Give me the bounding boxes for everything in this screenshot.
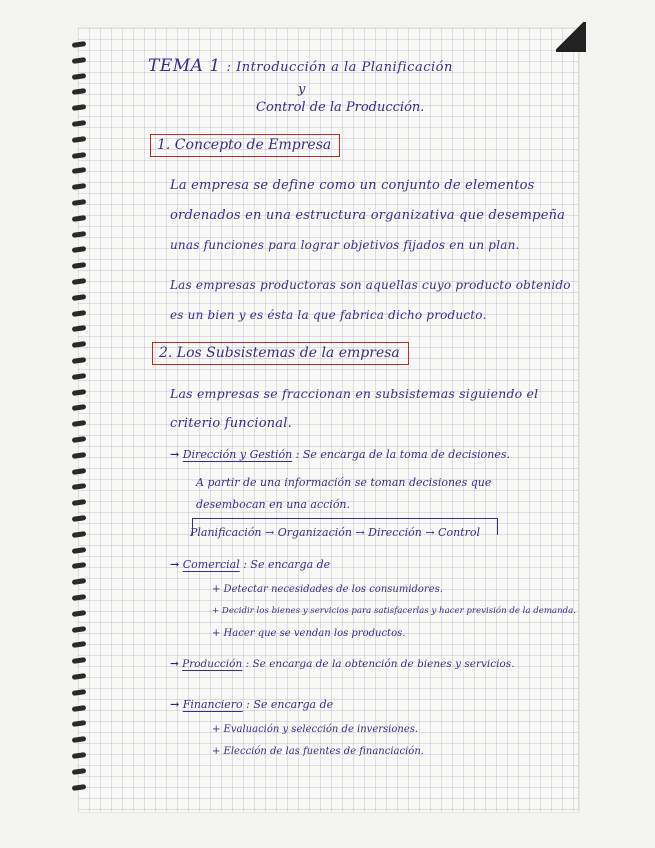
spiral-hole: [72, 262, 87, 269]
spiral-hole: [72, 325, 87, 332]
flow-step-direccion: → Dirección: [355, 526, 422, 539]
produccion-row: [170, 658, 515, 670]
section2-intro-line1: Las empresas se fraccionan en subsistemas siguiendo el: [170, 386, 539, 401]
direccion-text: : Se encarga de la toma de decisiones.: [295, 448, 511, 461]
section1-p1-line2: ordenados en una estructura organizativa que desempeña: [170, 208, 566, 223]
spiral-hole: [72, 657, 87, 664]
spiral-hole: [72, 167, 87, 174]
financiero-text: : Se encarga de: [246, 698, 334, 711]
arrow-icon: →: [170, 558, 180, 571]
flow-step-planificacion: Planificación: [190, 526, 262, 539]
spiral-hole: [72, 483, 87, 490]
spiral-hole: [72, 499, 87, 506]
spiral-hole: [72, 373, 87, 380]
title-line2: Control de la Producción.: [256, 100, 425, 115]
spiral-hole: [72, 562, 87, 569]
spiral-hole: [72, 88, 87, 95]
spiral-hole: [72, 136, 87, 143]
notebook-page: [78, 28, 578, 812]
direccion-detail-line2: desembocan en una acción.: [196, 498, 351, 511]
section1-p2-line1: Las empresas productoras son aquellas cuyo producto obtenido: [170, 278, 571, 292]
section1-p1-line3: unas funciones para lograr objetivos fijados en un plan.: [170, 238, 520, 252]
spiral-hole: [72, 246, 87, 253]
comercial-item-1: + Detectar necesidades de los consumidores.: [212, 584, 443, 595]
flow-step-organizacion: → Organización: [265, 526, 352, 539]
spiral-hole: [72, 120, 87, 127]
spiral-hole: [72, 278, 87, 285]
spiral-hole: [72, 768, 87, 775]
page-corner-shadow: [556, 22, 586, 52]
spiral-hole: [72, 784, 87, 791]
arrow-icon: →: [170, 448, 180, 461]
spiral-hole: [72, 73, 87, 80]
spiral-hole: [72, 705, 87, 712]
spiral-hole: [72, 673, 87, 680]
section2-intro-line2: criterio funcional.: [170, 416, 292, 431]
spiral-binding: [72, 42, 92, 812]
spiral-hole: [72, 436, 87, 443]
spiral-hole: [72, 720, 87, 727]
financiero-label: Financiero: [182, 698, 243, 711]
flow-step-control: → Control: [425, 526, 480, 539]
spiral-hole: [72, 468, 87, 475]
spiral-hole: [72, 420, 87, 427]
spiral-hole: [72, 641, 87, 648]
spiral-hole: [72, 183, 87, 190]
spiral-hole: [72, 389, 87, 396]
spiral-hole: [72, 610, 87, 617]
spiral-hole: [72, 41, 87, 48]
spiral-hole: [72, 752, 87, 759]
spiral-hole: [72, 341, 87, 348]
title-text: : Introducción a la Planificación: [226, 60, 453, 75]
spiral-hole: [72, 57, 87, 64]
spiral-hole: [72, 626, 87, 633]
arrow-icon: →: [170, 658, 179, 670]
comercial-row: [170, 558, 330, 571]
spiral-hole: [72, 231, 87, 238]
spiral-hole: [72, 515, 87, 522]
spiral-hole: [72, 578, 87, 585]
title-prefix: TEMA 1: [148, 56, 221, 76]
arrow-icon: →: [170, 698, 180, 711]
financiero-row: [170, 698, 333, 711]
spiral-hole: [72, 294, 87, 301]
comercial-item-2: + Decidir los bienes y servicios para satisfacerlas y hacer previsión de la demanda.: [212, 606, 577, 616]
spiral-hole: [72, 547, 87, 554]
produccion-text: : Se encarga de la obtención de bienes y servicios.: [245, 658, 515, 670]
direccion-label: Dirección y Gestión: [182, 448, 293, 461]
spiral-hole: [72, 152, 87, 159]
financiero-item-1: + Evaluación y selección de inversiones.: [212, 724, 419, 735]
title-line1: [148, 56, 453, 76]
spiral-hole: [72, 310, 87, 317]
spiral-hole: [72, 594, 87, 601]
spiral-hole: [72, 689, 87, 696]
spiral-hole: [72, 736, 87, 743]
spiral-hole: [72, 357, 87, 364]
spiral-hole: [72, 531, 87, 538]
title-and: y: [298, 82, 306, 97]
comercial-item-3: + Hacer que se vendan los productos.: [212, 628, 406, 639]
direccion-row: [170, 448, 510, 461]
section1-p1-line1: La empresa se define como un conjunto de elementos: [170, 178, 535, 193]
spiral-hole: [72, 215, 87, 222]
spiral-hole: [72, 199, 87, 206]
spiral-hole: [72, 104, 87, 111]
comercial-text: : Se encarga de: [243, 558, 331, 571]
produccion-label: Producción: [182, 658, 243, 670]
spiral-hole: [72, 404, 87, 411]
comercial-label: Comercial: [182, 558, 240, 571]
section1-p2-line2: es un bien y es ésta la que fabrica dicho producto.: [170, 308, 487, 322]
direccion-detail-line1: A partir de una información se toman decisiones que: [196, 476, 492, 489]
spiral-hole: [72, 452, 87, 459]
section2-heading: 2. Los Subsistemas de la empresa: [152, 342, 409, 365]
financiero-item-2: + Elección de las fuentes de financiación.: [212, 746, 424, 757]
section1-heading: 1. Concepto de Empresa: [150, 134, 340, 157]
flow-row: [190, 526, 480, 539]
